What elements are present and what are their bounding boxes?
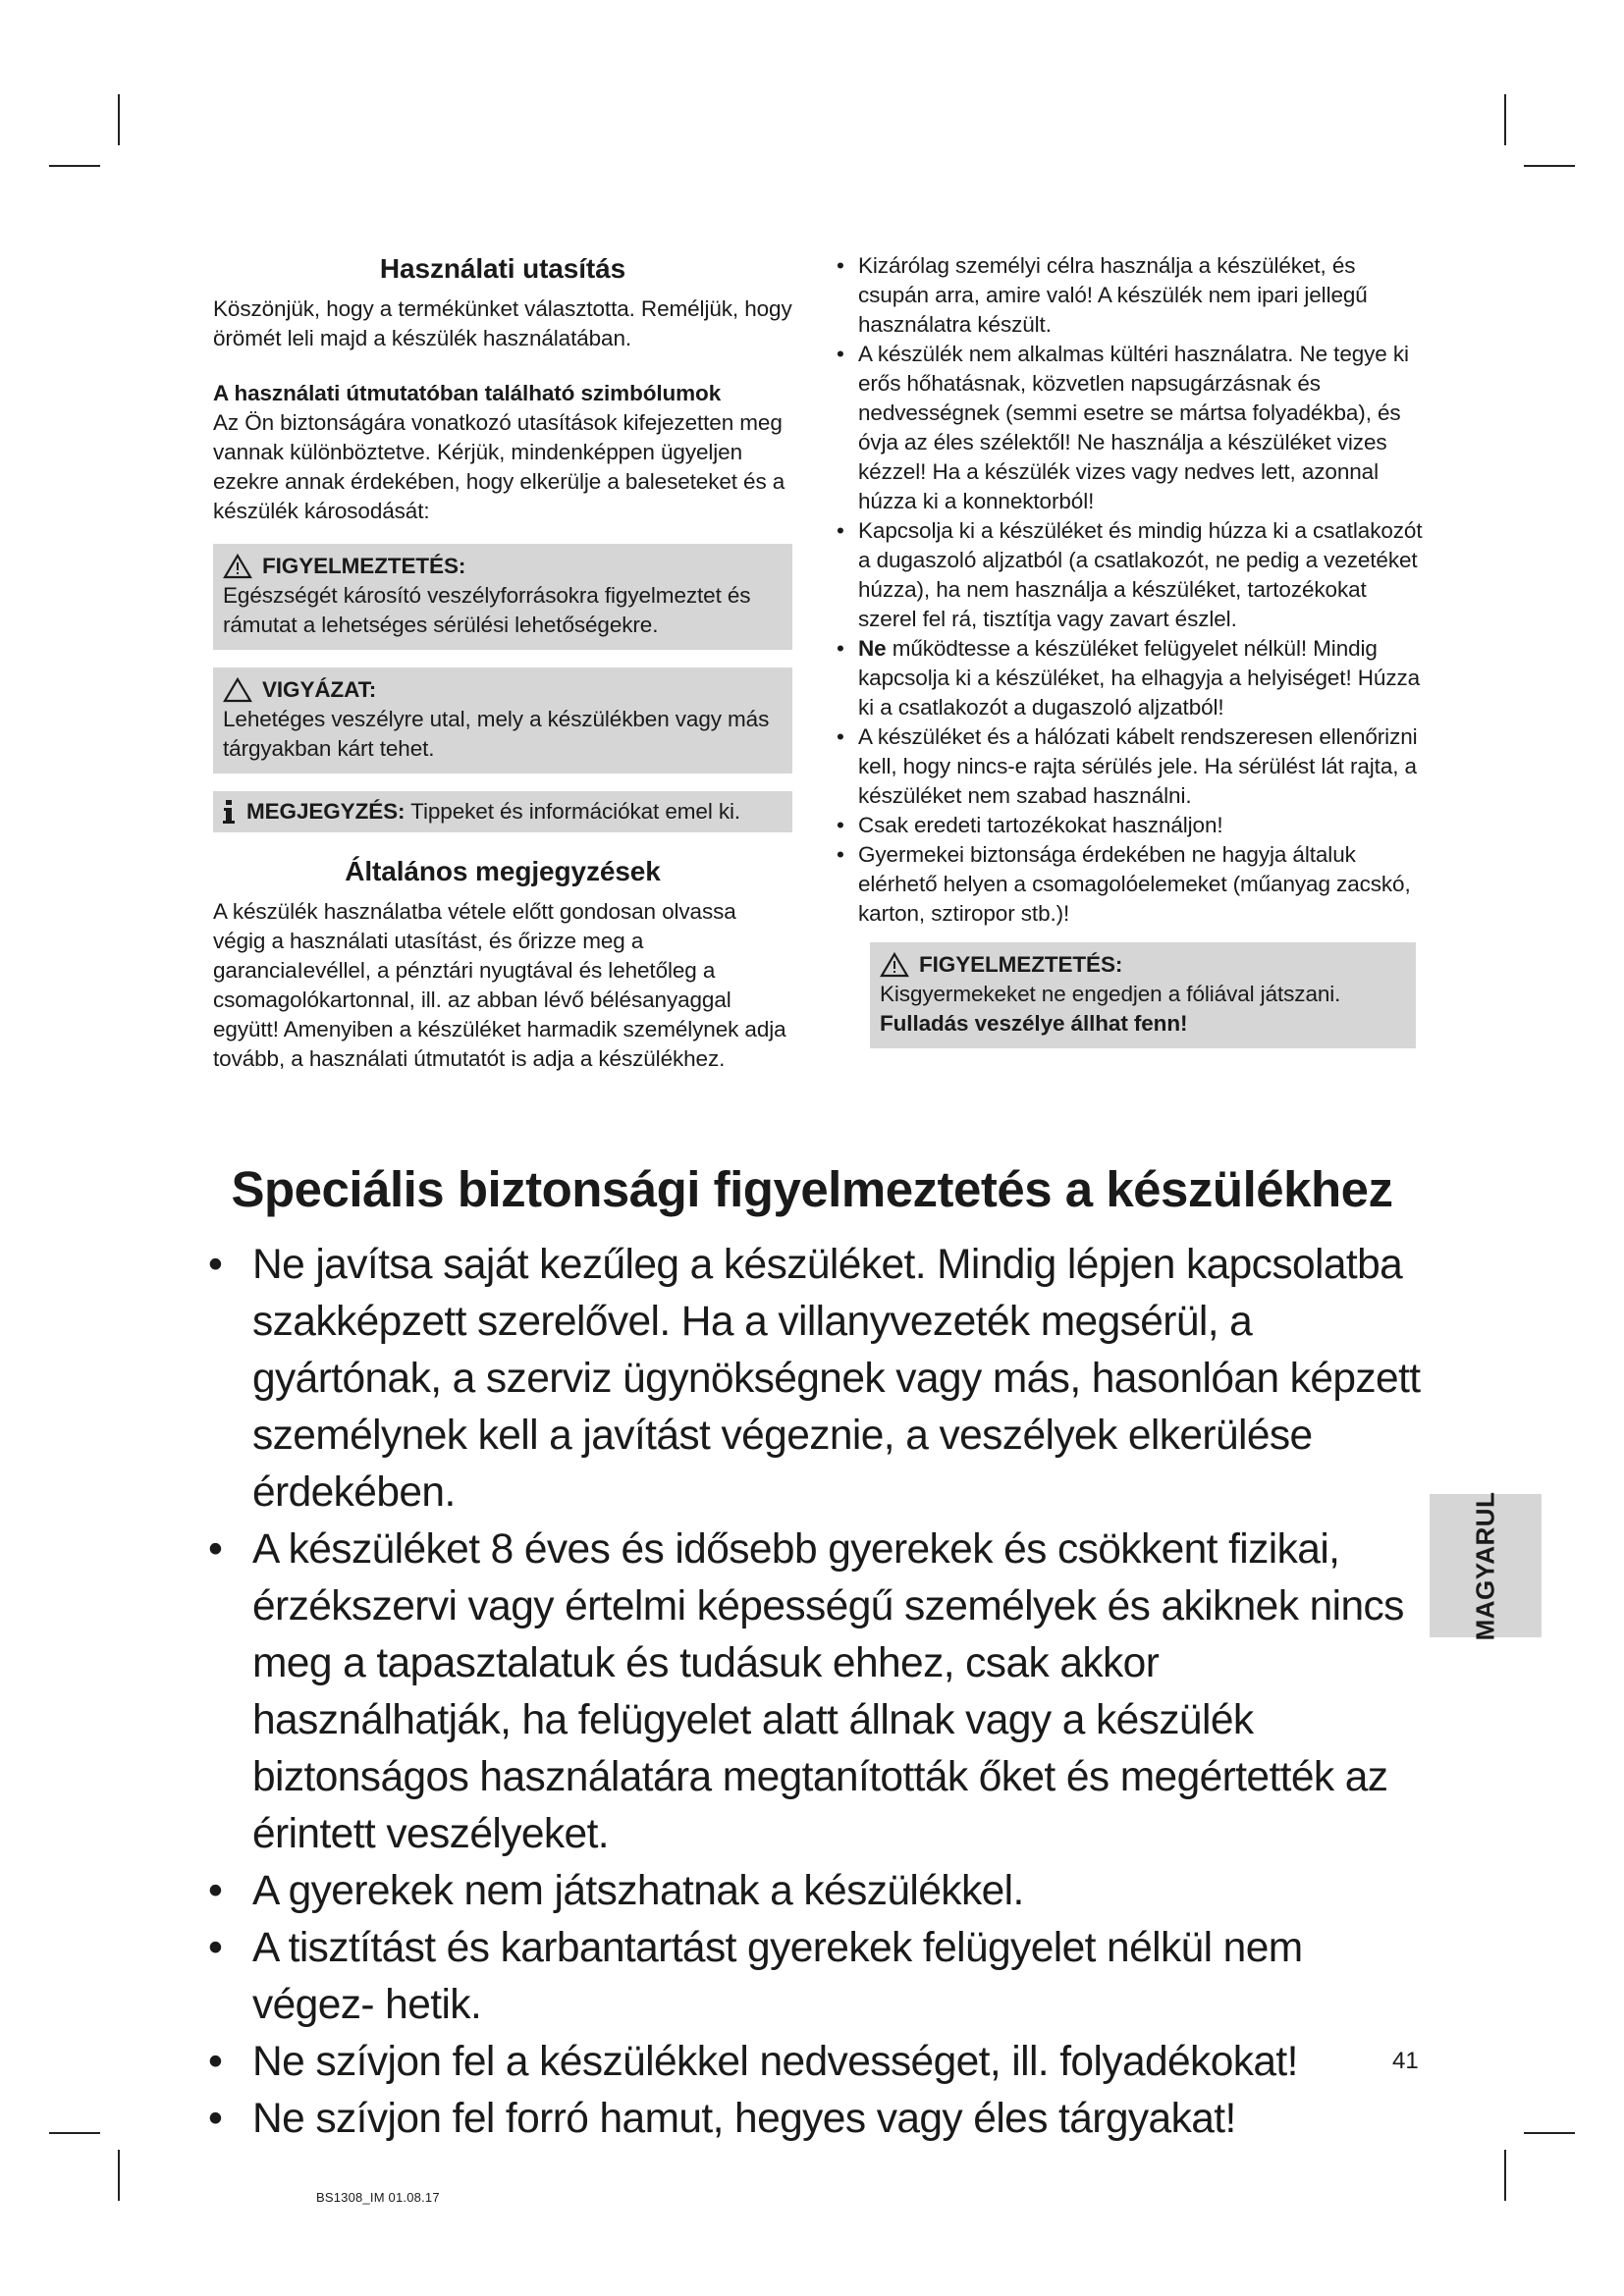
crop-mark — [49, 2132, 100, 2134]
caution-box — [213, 667, 792, 774]
list-item: • A készülék nem alkalmas kültéri használatra. Ne tegye ki erős hőhatásnak, közvetlen napsugárzásnak és nedvességnek (semmi esetre se mártsa folyadékba), és óvja az éles szélektől! Ne használja a készüléket vizes kézzel! Ha a készülék vizes vagy nedves lett, azonnal húzza ki a konnektorból! — [837, 340, 1424, 516]
note-text: Tippeket és információkat emel ki. — [405, 799, 741, 824]
crop-mark — [1524, 165, 1575, 167]
language-tab-label: MAGYARUL — [1470, 1491, 1500, 1640]
crop-mark — [1524, 2132, 1575, 2134]
list-item: • A tisztítást és karbantartást gyerekek felügyelet nélkül nem végez- hetik. — [206, 1920, 1424, 2034]
list-item: • A készüléket és a hálózati kábelt rendszeresen ellenőrizni kell, hogy nincs-e rajta sérülés jele. Ha sérülést lát rajta, a készüléket nem szabad használni. — [837, 722, 1424, 811]
packaging-warning-box — [870, 942, 1416, 1048]
warning-triangle-icon — [223, 554, 252, 579]
left-column — [213, 251, 792, 1074]
warning-box — [213, 544, 792, 650]
list-item: • Ne szívjon fel forró hamut, hegyes vagy éles tárgyakat! — [206, 2091, 1424, 2148]
language-tab — [1430, 1491, 1542, 1640]
crop-mark — [1504, 2150, 1506, 2201]
crop-mark — [49, 165, 100, 167]
list-item — [837, 634, 1424, 722]
special-safety-list — [206, 1237, 1424, 2148]
crop-mark — [118, 94, 120, 145]
list-item-bold: Ne — [858, 636, 887, 661]
general-paragraph: A készülék használatba vétele előtt gondosan olvassa végig a használati utasítást, és őrizze meg a garanciaIevéllel, a pénztári nyugtával és lehetőleg a csomagolókartonnal, ill. az abban lévő bélésanyaggal együtt! Amenyiben a készüléket harmadik személynek adja tovább, a használati útmutatót is adja a készülékhez. — [213, 899, 786, 1071]
note-box — [213, 791, 792, 832]
crop-mark — [1504, 94, 1506, 145]
list-item-rest: működtesse a készüléket felügyelet nélkül! Mindig kapcsolja ki a készüléket, ha elhagyja a helyiséget! Húzza ki a csatlakozót a dugaszoló aljzatból! — [858, 636, 1421, 720]
crop-mark — [118, 2150, 120, 2201]
list-item: • Csak eredeti tartozékokat használjon! — [837, 811, 1424, 840]
caution-title: VIGYÁZAT: — [262, 677, 377, 702]
list-item: • Kizárólag személyi célra használja a készüléket, és csupán arra, amire való! A készülék nem ipari jellegű használatra készült. — [837, 251, 1424, 340]
packaging-warning-text: Kisgyermekeket ne engedjen a fóliával játszani. — [880, 982, 1341, 1006]
section-title-instructions: Használati utasítás — [379, 253, 626, 284]
list-item: • Ne javítsa saját kezűleg a készüléket. Mindig lépjen kapcsolatba szakképzett szerelővel. Ha a villanyvezeték megsérül, a gyártónak, a szerviz ügynökségnek vagy más, hasonlóan képzett személynek kell a javítást végeznie, a veszélyek elkerülése érdekében. — [206, 1237, 1424, 1522]
list-item: • A készüléket 8 éves és idősebb gyerekek és csökkent fizikai, érzékszervi vagy értelmi képességű személyek és akiknek nincs meg a tapasztalatuk és tudásuk ehhez, csak akkor használhatják, ha felügyelet alatt állnak vagy a készülék biztonságos használatára megtanították őket és megértették az érintett veszélyeket. — [206, 1522, 1424, 1863]
symbols-paragraph: Az Ön biztonságára vonatkozó utasítások kifejezetten meg vannak különböztetve. Kérjük, mindenképpen ügyeljen ezekre annak érdekében, hogy elkerülje a baleseteket és a készülék károsodását: — [213, 410, 785, 523]
special-safety-title: Speciális biztonsági figyelmeztetés a készülékhez — [231, 1161, 1393, 1217]
section-title-general: Általános megjegyzések — [345, 856, 661, 886]
footer-code: BS1308_IM 01.08.17 — [316, 2190, 440, 2205]
safety-list — [837, 251, 1424, 929]
caution-text: Lehetéges veszélyre utal, mely a készülékben vagy más tárgyakban kárt tehet. — [223, 707, 770, 761]
warning-text: Egészségét károsító veszélyforrásokra figyelmeztet és rámutat a lehetséges sérülési lehetőségekre. — [223, 583, 751, 637]
warning-triangle-icon — [880, 952, 909, 978]
info-icon — [223, 799, 235, 825]
right-column — [837, 251, 1424, 1048]
list-item: • Kapcsolja ki a készüléket és mindig húzza ki a csatlakozót a dugaszoló aljzatból (a csatlakozót, ne pedig a vezetéket húzza), ha nem használja a készüléket, tartozékokat szerel fel rá, tisztítja vagy zavart észlel. — [837, 516, 1424, 634]
packaging-warning-bold: Fulladás veszélye állhat fenn! — [880, 1011, 1188, 1036]
list-item: • Gyermekei biztonsága érdekében ne hagyja általuk elérhető helyen a csomagolóelemeket (műanyag zacskó, karton, sztiropor stb.)! — [837, 840, 1424, 929]
caution-triangle-icon — [223, 677, 252, 703]
list-item: • Ne szívjon fel a készülékkel nedvességet, ill. folyadékokat! — [206, 2034, 1424, 2091]
symbols-heading: A használati útmutatóban található szimbólumok — [213, 381, 722, 405]
intro-paragraph: Köszönjük, hogy a termékünket választotta. Reméljük, hogy örömét leli majd a készülék használatában. — [213, 296, 792, 350]
warning-title: FIGYELMEZTETÉS: — [262, 554, 466, 578]
page-number: 41 — [1392, 2048, 1419, 2074]
packaging-warning-title: FIGYELMEZTETÉS: — [919, 952, 1123, 977]
list-item: • A gyerekek nem játszhatnak a készülékkel. — [206, 1863, 1424, 1920]
note-title: MEGJEGYZÉS: — [246, 799, 406, 824]
